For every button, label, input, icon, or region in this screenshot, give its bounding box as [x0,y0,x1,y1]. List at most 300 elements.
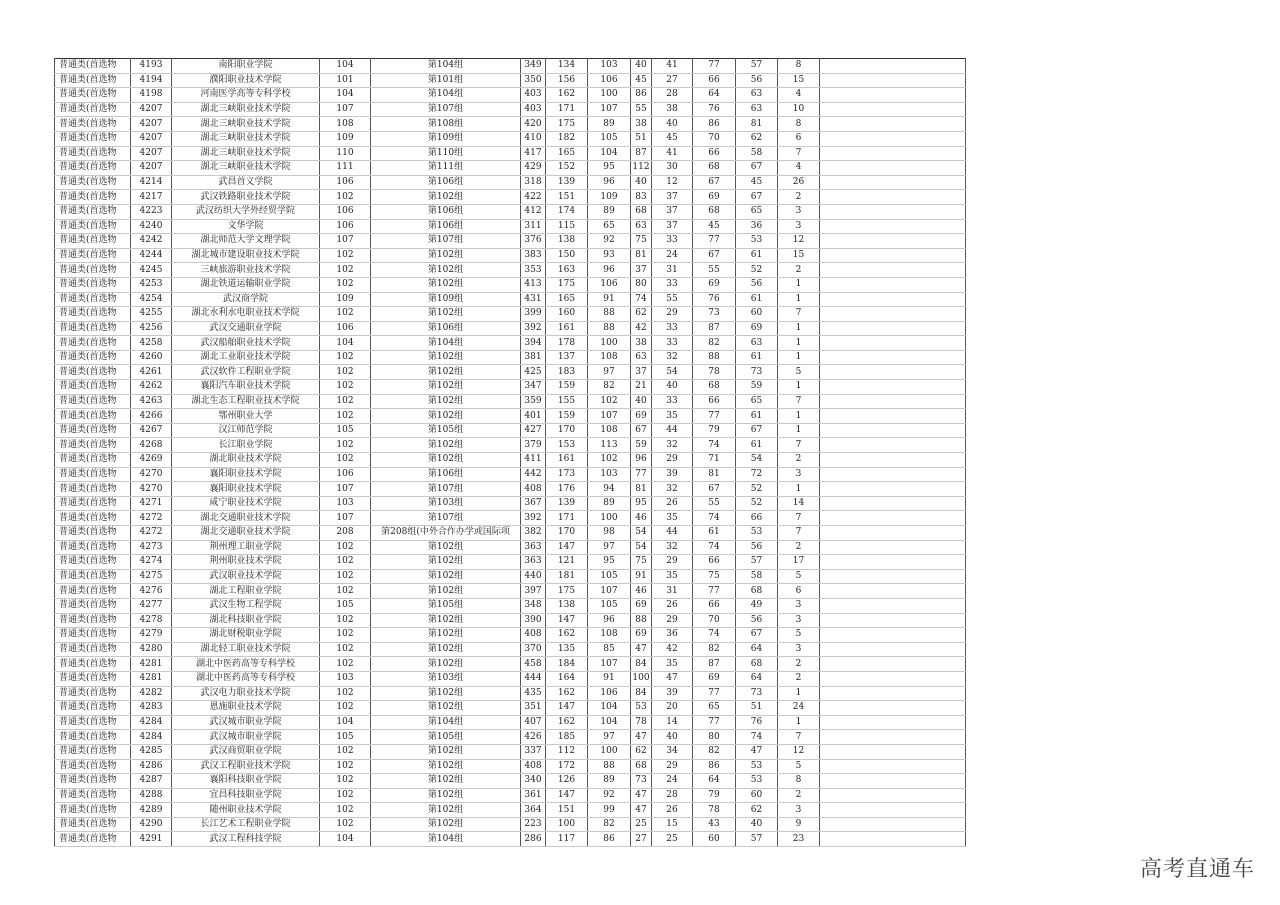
table-cell: 第102组 [371,817,521,832]
table-cell: 武汉铁路职业技术学院 [172,190,320,205]
table-cell: 4207 [131,102,172,117]
table-cell: 4270 [131,482,172,497]
table-cell: 79 [693,423,736,438]
table-cell: 第208组(中外合作办学或国际项 [371,526,521,541]
table-row [55,263,966,278]
table-cell: 1 [778,409,820,424]
table-cell: 40 [631,394,652,409]
table-cell: 4290 [131,817,172,832]
table-cell: 77 [693,59,736,74]
table-cell: 7 [778,307,820,322]
table-cell: 115 [546,219,588,234]
table-cell: 9 [778,817,820,832]
table-cell: 75 [631,555,652,570]
table-cell: 102 [320,774,371,789]
table-cell: 286 [521,832,546,847]
table-cell: 108 [320,117,371,132]
table-cell: 38 [631,117,652,132]
table-row [55,131,966,146]
table-cell: 81 [693,467,736,482]
table-cell: 第102组 [371,803,521,818]
table-cell: 普通类(首选物 [55,409,131,424]
table-cell: 第111组 [371,161,521,176]
table-cell: 408 [521,628,546,643]
table-cell: 普通类(首选物 [55,292,131,307]
table-row [55,365,966,380]
table-cell: 1 [778,482,820,497]
table-cell: 52 [736,482,778,497]
table-cell: 7 [778,526,820,541]
table-cell: 普通类(首选物 [55,88,131,103]
table-cell [820,131,966,146]
table-cell: 53 [736,759,778,774]
table-cell: 105 [588,569,631,584]
table-cell: 410 [521,131,546,146]
table-cell: 62 [631,307,652,322]
table-cell: 51 [736,701,778,716]
table-cell: 46 [631,511,652,526]
table-cell: 普通类(首选物 [55,730,131,745]
table-row [55,423,966,438]
table-cell: 84 [631,686,652,701]
table-cell: 383 [521,248,546,263]
table-row [55,628,966,643]
table-cell: 31 [652,584,693,599]
table-cell: 1 [778,686,820,701]
table-cell: 181 [546,569,588,584]
table-cell [820,380,966,395]
table-cell: 44 [652,526,693,541]
table-row [55,774,966,789]
table-cell: 55 [693,263,736,278]
table-cell: 183 [546,365,588,380]
table-cell: 67 [693,175,736,190]
table-cell: 37 [652,204,693,219]
table-cell: 66 [693,394,736,409]
table-cell: 100 [546,817,588,832]
table-cell: 351 [521,701,546,716]
table-cell: 35 [652,569,693,584]
table-cell: 武汉生物工程学院 [172,598,320,613]
table-cell [820,350,966,365]
table-cell: 403 [521,102,546,117]
table-cell [820,204,966,219]
table-cell: 第105组 [371,730,521,745]
table-cell: 40 [652,117,693,132]
table-cell: 三峡旅游职业技术学院 [172,263,320,278]
table-cell: 湖北三峡职业技术学院 [172,117,320,132]
table-cell: 第110组 [371,146,521,161]
table-cell: 102 [588,453,631,468]
table-cell: 78 [631,715,652,730]
table-cell: 荆州职业技术学院 [172,555,320,570]
table-row [55,409,966,424]
table-cell: 359 [521,394,546,409]
table-cell [820,292,966,307]
table-cell [820,774,966,789]
table-cell: 40 [652,730,693,745]
table-cell: 77 [693,686,736,701]
table-cell: 1 [778,321,820,336]
table-cell: 66 [736,511,778,526]
table-cell [820,219,966,234]
table-cell: 7 [778,730,820,745]
table-cell: 107 [320,102,371,117]
table-cell: 普通类(首选物 [55,438,131,453]
table-cell: 第102组 [371,248,521,263]
table-cell: 82 [693,642,736,657]
table-cell: 107 [320,234,371,249]
table-cell: 66 [693,146,736,161]
table-cell: 5 [778,569,820,584]
table-cell: 6 [778,584,820,599]
table-cell: 63 [736,336,778,351]
table-cell: 96 [588,613,631,628]
table-cell: 392 [521,511,546,526]
table-cell: 普通类(首选物 [55,526,131,541]
table-cell: 普通类(首选物 [55,131,131,146]
table-cell: 40 [631,59,652,74]
table-cell: 349 [521,59,546,74]
table-cell: 64 [736,671,778,686]
table-row [55,759,966,774]
table-cell: 普通类(首选物 [55,59,131,74]
table-cell [820,321,966,336]
table-row [55,59,966,74]
table-cell: 43 [693,817,736,832]
table-cell: 178 [546,336,588,351]
table-cell: 1 [778,715,820,730]
table-cell: 第109组 [371,131,521,146]
table-cell: 67 [736,423,778,438]
table-row [55,321,966,336]
table-cell: 襄阳汽车职业技术学院 [172,380,320,395]
table-cell: 4 [778,88,820,103]
table-cell: 104 [320,59,371,74]
table-cell: 第106组 [371,321,521,336]
table-cell: 106 [320,321,371,336]
table-cell: 159 [546,409,588,424]
table-cell: 普通类(首选物 [55,832,131,847]
table-cell: 第102组 [371,277,521,292]
table-cell: 78 [693,365,736,380]
table-cell: 174 [546,204,588,219]
table-cell: 普通类(首选物 [55,350,131,365]
table-cell: 113 [588,438,631,453]
table-row [55,598,966,613]
table-cell: 第102组 [371,788,521,803]
table-cell: 武汉城市职业学院 [172,715,320,730]
table-cell: 147 [546,613,588,628]
table-cell: 湖北三峡职业技术学院 [172,131,320,146]
table-cell: 29 [652,613,693,628]
table-cell: 23 [778,832,820,847]
table-cell: 353 [521,263,546,278]
table-cell: 89 [588,774,631,789]
table-cell: 97 [588,540,631,555]
table-row [55,175,966,190]
table-cell: 431 [521,292,546,307]
table-cell: 102 [320,817,371,832]
table-cell: 普通类(首选物 [55,511,131,526]
table-row [55,686,966,701]
table-cell: 4271 [131,496,172,511]
table-cell: 171 [546,511,588,526]
table-cell: 61 [736,350,778,365]
table-cell: 河南医学高等专科学校 [172,88,320,103]
table-cell: 咸宁职业技术学院 [172,496,320,511]
table-cell: 26 [652,496,693,511]
table-cell: 第102组 [371,365,521,380]
table-cell: 104 [320,832,371,847]
table-cell: 66 [693,555,736,570]
table-cell: 390 [521,613,546,628]
table-cell: 108 [588,350,631,365]
table-cell: 47 [631,788,652,803]
table-cell: 2 [778,788,820,803]
table-cell: 78 [693,803,736,818]
table-cell: 第102组 [371,744,521,759]
table-cell: 湖北铁道运输职业学院 [172,277,320,292]
table-cell: 58 [736,146,778,161]
table-cell: 65 [588,219,631,234]
table-cell: 第108组 [371,117,521,132]
table-cell [820,263,966,278]
table-cell: 61 [736,292,778,307]
table-cell: 普通类(首选物 [55,540,131,555]
table-row [55,569,966,584]
table-cell: 5 [778,365,820,380]
watermark-logo: 高考直通车 [1140,857,1256,882]
table-cell: 102 [320,380,371,395]
table-cell [820,59,966,74]
table-cell: 14 [778,496,820,511]
table-cell: 65 [693,701,736,716]
table-cell: 36 [652,628,693,643]
table-cell: 56 [736,613,778,628]
table-cell: 104 [588,146,631,161]
table-cell: 6 [778,131,820,146]
table-cell: 401 [521,409,546,424]
table-cell: 5 [778,628,820,643]
table-cell: 94 [588,482,631,497]
table-cell: 47 [631,642,652,657]
table-cell: 407 [521,715,546,730]
table-cell: 第109组 [371,292,521,307]
table-row [55,453,966,468]
table-cell: 173 [546,467,588,482]
table-cell: 311 [521,219,546,234]
table-cell: 98 [588,526,631,541]
table-cell: 138 [546,234,588,249]
table-cell: 武汉工程科技学院 [172,832,320,847]
table-cell: 普通类(首选物 [55,380,131,395]
table-cell: 第104组 [371,59,521,74]
table-cell: 69 [631,598,652,613]
table-cell: 宜昌科技职业学院 [172,788,320,803]
table-cell: 68 [693,204,736,219]
table-cell: 361 [521,788,546,803]
table-cell: 34 [652,744,693,759]
table-cell: 25 [652,832,693,847]
table-cell: 第104组 [371,88,521,103]
table-cell: 70 [693,131,736,146]
table-cell: 南阳职业学院 [172,59,320,74]
table-cell: 97 [588,730,631,745]
table-cell [820,161,966,176]
table-cell: 29 [652,453,693,468]
table-cell: 161 [546,321,588,336]
table-cell: 4288 [131,788,172,803]
table-cell: 81 [736,117,778,132]
table-cell: 109 [588,190,631,205]
table-cell: 汉江师范学院 [172,423,320,438]
table-cell: 襄阳职业技术学院 [172,482,320,497]
table-cell: 普通类(首选物 [55,628,131,643]
table-cell: 湖北交通职业技术学院 [172,511,320,526]
table-cell: 435 [521,686,546,701]
table-cell: 第105组 [371,423,521,438]
table-row [55,438,966,453]
table-cell: 63 [631,350,652,365]
table-cell: 4270 [131,467,172,482]
table-cell: 442 [521,467,546,482]
table-cell: 第102组 [371,657,521,672]
table-cell: 85 [588,642,631,657]
table-cell: 74 [693,540,736,555]
table-cell: 4281 [131,671,172,686]
table-cell: 普通类(首选物 [55,248,131,263]
table-cell: 普通类(首选物 [55,817,131,832]
table-cell: 3 [778,219,820,234]
table-cell: 106 [320,467,371,482]
table-cell: 20 [652,701,693,716]
table-cell: 31 [652,263,693,278]
table-cell: 4269 [131,453,172,468]
table-cell: 59 [631,438,652,453]
table-cell: 2 [778,190,820,205]
table-cell: 60 [736,307,778,322]
table-cell: 第106组 [371,219,521,234]
table-cell: 87 [631,146,652,161]
table-cell: 106 [588,73,631,88]
table-row [55,190,966,205]
table-cell: 第104组 [371,715,521,730]
table-cell: 81 [631,248,652,263]
table-cell: 75 [693,569,736,584]
table-cell: 鄂州职业大学 [172,409,320,424]
table-cell: 76 [736,715,778,730]
table-cell [820,423,966,438]
table-cell [820,394,966,409]
table-cell: 4 [778,161,820,176]
table-cell: 1 [778,423,820,438]
table-cell: 2 [778,540,820,555]
table-cell: 5 [778,759,820,774]
table-cell: 24 [778,701,820,716]
table-cell: 56 [736,73,778,88]
table-cell: 69 [631,409,652,424]
table-cell: 第102组 [371,701,521,716]
table-cell: 29 [652,759,693,774]
table-cell: 普通类(首选物 [55,423,131,438]
table-row [55,350,966,365]
table-cell: 湖北轻工职业技术学院 [172,642,320,657]
table-cell: 96 [588,263,631,278]
table-cell: 108 [588,423,631,438]
table-row [55,730,966,745]
table-cell: 102 [320,263,371,278]
table-cell: 63 [736,88,778,103]
table-cell: 61 [736,438,778,453]
table-cell: 91 [588,671,631,686]
table-cell: 61 [693,526,736,541]
table-cell: 36 [736,219,778,234]
table-cell: 408 [521,759,546,774]
table-cell: 107 [588,657,631,672]
table-row [55,744,966,759]
table-cell: 88 [588,307,631,322]
table-cell: 41 [652,59,693,74]
table-cell: 53 [631,701,652,716]
table-cell: 38 [652,102,693,117]
table-cell: 92 [588,234,631,249]
table-cell [820,671,966,686]
table-cell: 4279 [131,628,172,643]
table-cell: 110 [320,146,371,161]
table-cell: 4207 [131,131,172,146]
table-cell: 38 [631,336,652,351]
table-cell: 第102组 [371,686,521,701]
table-cell: 28 [652,88,693,103]
table-cell: 普通类(首选物 [55,555,131,570]
table-cell: 68 [631,759,652,774]
table-cell: 普通类(首选物 [55,453,131,468]
table-cell: 102 [320,584,371,599]
table-cell: 77 [693,409,736,424]
table-cell: 102 [320,394,371,409]
table-cell: 81 [631,482,652,497]
table-cell: 4253 [131,277,172,292]
table-cell: 427 [521,423,546,438]
table-cell: 429 [521,161,546,176]
table-cell: 88 [588,321,631,336]
table-cell: 53 [736,234,778,249]
table-cell: 武汉交通职业学院 [172,321,320,336]
table-cell: 82 [588,380,631,395]
table-cell: 151 [546,190,588,205]
table-cell: 普通类(首选物 [55,803,131,818]
table-cell: 95 [588,555,631,570]
table-cell: 第102组 [371,540,521,555]
table-cell [820,715,966,730]
table-row [55,117,966,132]
table-cell: 223 [521,817,546,832]
table-cell: 4275 [131,569,172,584]
table-cell: 普通类(首选物 [55,744,131,759]
table-cell: 武昌首义学院 [172,175,320,190]
table-row [55,380,966,395]
table-cell: 60 [736,788,778,803]
table-cell: 93 [588,248,631,263]
table-cell: 150 [546,248,588,263]
table-cell: 3 [778,613,820,628]
table-cell: 45 [652,131,693,146]
table-cell: 第102组 [371,438,521,453]
table-cell: 第102组 [371,190,521,205]
table-cell: 7 [778,394,820,409]
table-cell: 397 [521,584,546,599]
